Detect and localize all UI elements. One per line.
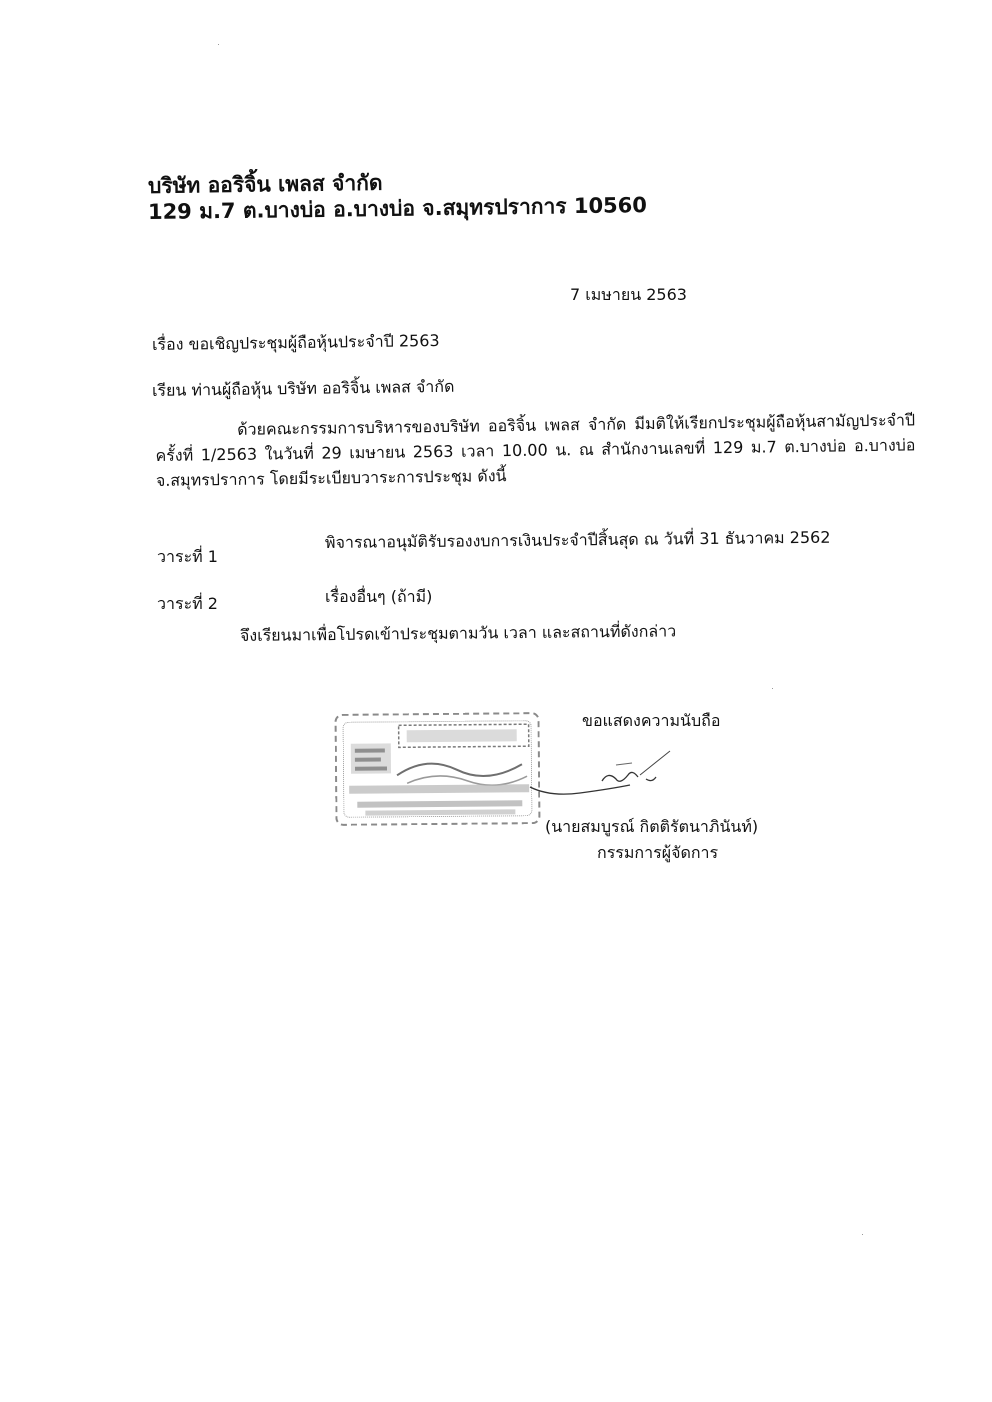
letter-closing: จึงเรียนมาเพื่อโปรดเข้าประชุมตามวัน เวลา และสถานที่ดังกล่าว [239,621,677,645]
company-stamp [335,712,541,826]
scan-speck [772,688,773,689]
letter-body: ด้วยคณะกรรมการบริหารของบริษัท ออริจิ้น เพลส จำกัด มีมติให้เรียกประชุมผู้ถือหุ้นสามัญประจำปี ครั้งที่ 1/2563 ในวันที่ 29 เมษายน 2563 เวลา 10.00 น. ณ สำนักงานเลขที่ 129 ม.7 ต.บางบ่อ อ.บางบ่อ จ.สมุทรปราการ โดยมีระเบียบวาระการประชุม ดังนี้ [155,410,916,490]
handwritten-signature [520,735,690,805]
company-name: บริษัท ออริจิ้น เพลส จำกัด [147,170,383,198]
signer-title: กรรมการผู้จัดการ [597,843,719,862]
letter-date: 7 เมษายน 2563 [570,285,687,304]
letter-regards: ขอแสดงความนับถือ [582,711,721,730]
company-address: 129 ม.7 ต.บางบ่อ อ.บางบ่อ จ.สมุทรปราการ 10560 [147,193,648,224]
scan-speck [862,1234,863,1235]
signer-name: (นายสมบูรณ์ กิตติรัตนาภินันท์) [545,817,759,836]
letter-recipient: เรียน ท่านผู้ถือหุ้น บริษัท ออริจิ้น เพลส จำกัด [151,376,455,400]
agenda-item-2-text: เรื่องอื่นๆ (ถ้ามี) [325,587,433,606]
stamp-artwork [337,714,543,828]
agenda-item-2-label: วาระที่ 2 [157,594,218,613]
scan-speck [218,44,219,45]
agenda-item-1-text: พิจารณาอนุมัติรับรองงบการเงินประจำปีสิ้นสุด ณ วันที่ 31 ธันวาคม 2562 [324,527,831,552]
agenda-item-1-label: วาระที่ 1 [157,547,218,566]
letter-subject: เรื่อง ขอเชิญประชุมผู้ถือหุ้นประจำปี 2563 [151,330,440,354]
